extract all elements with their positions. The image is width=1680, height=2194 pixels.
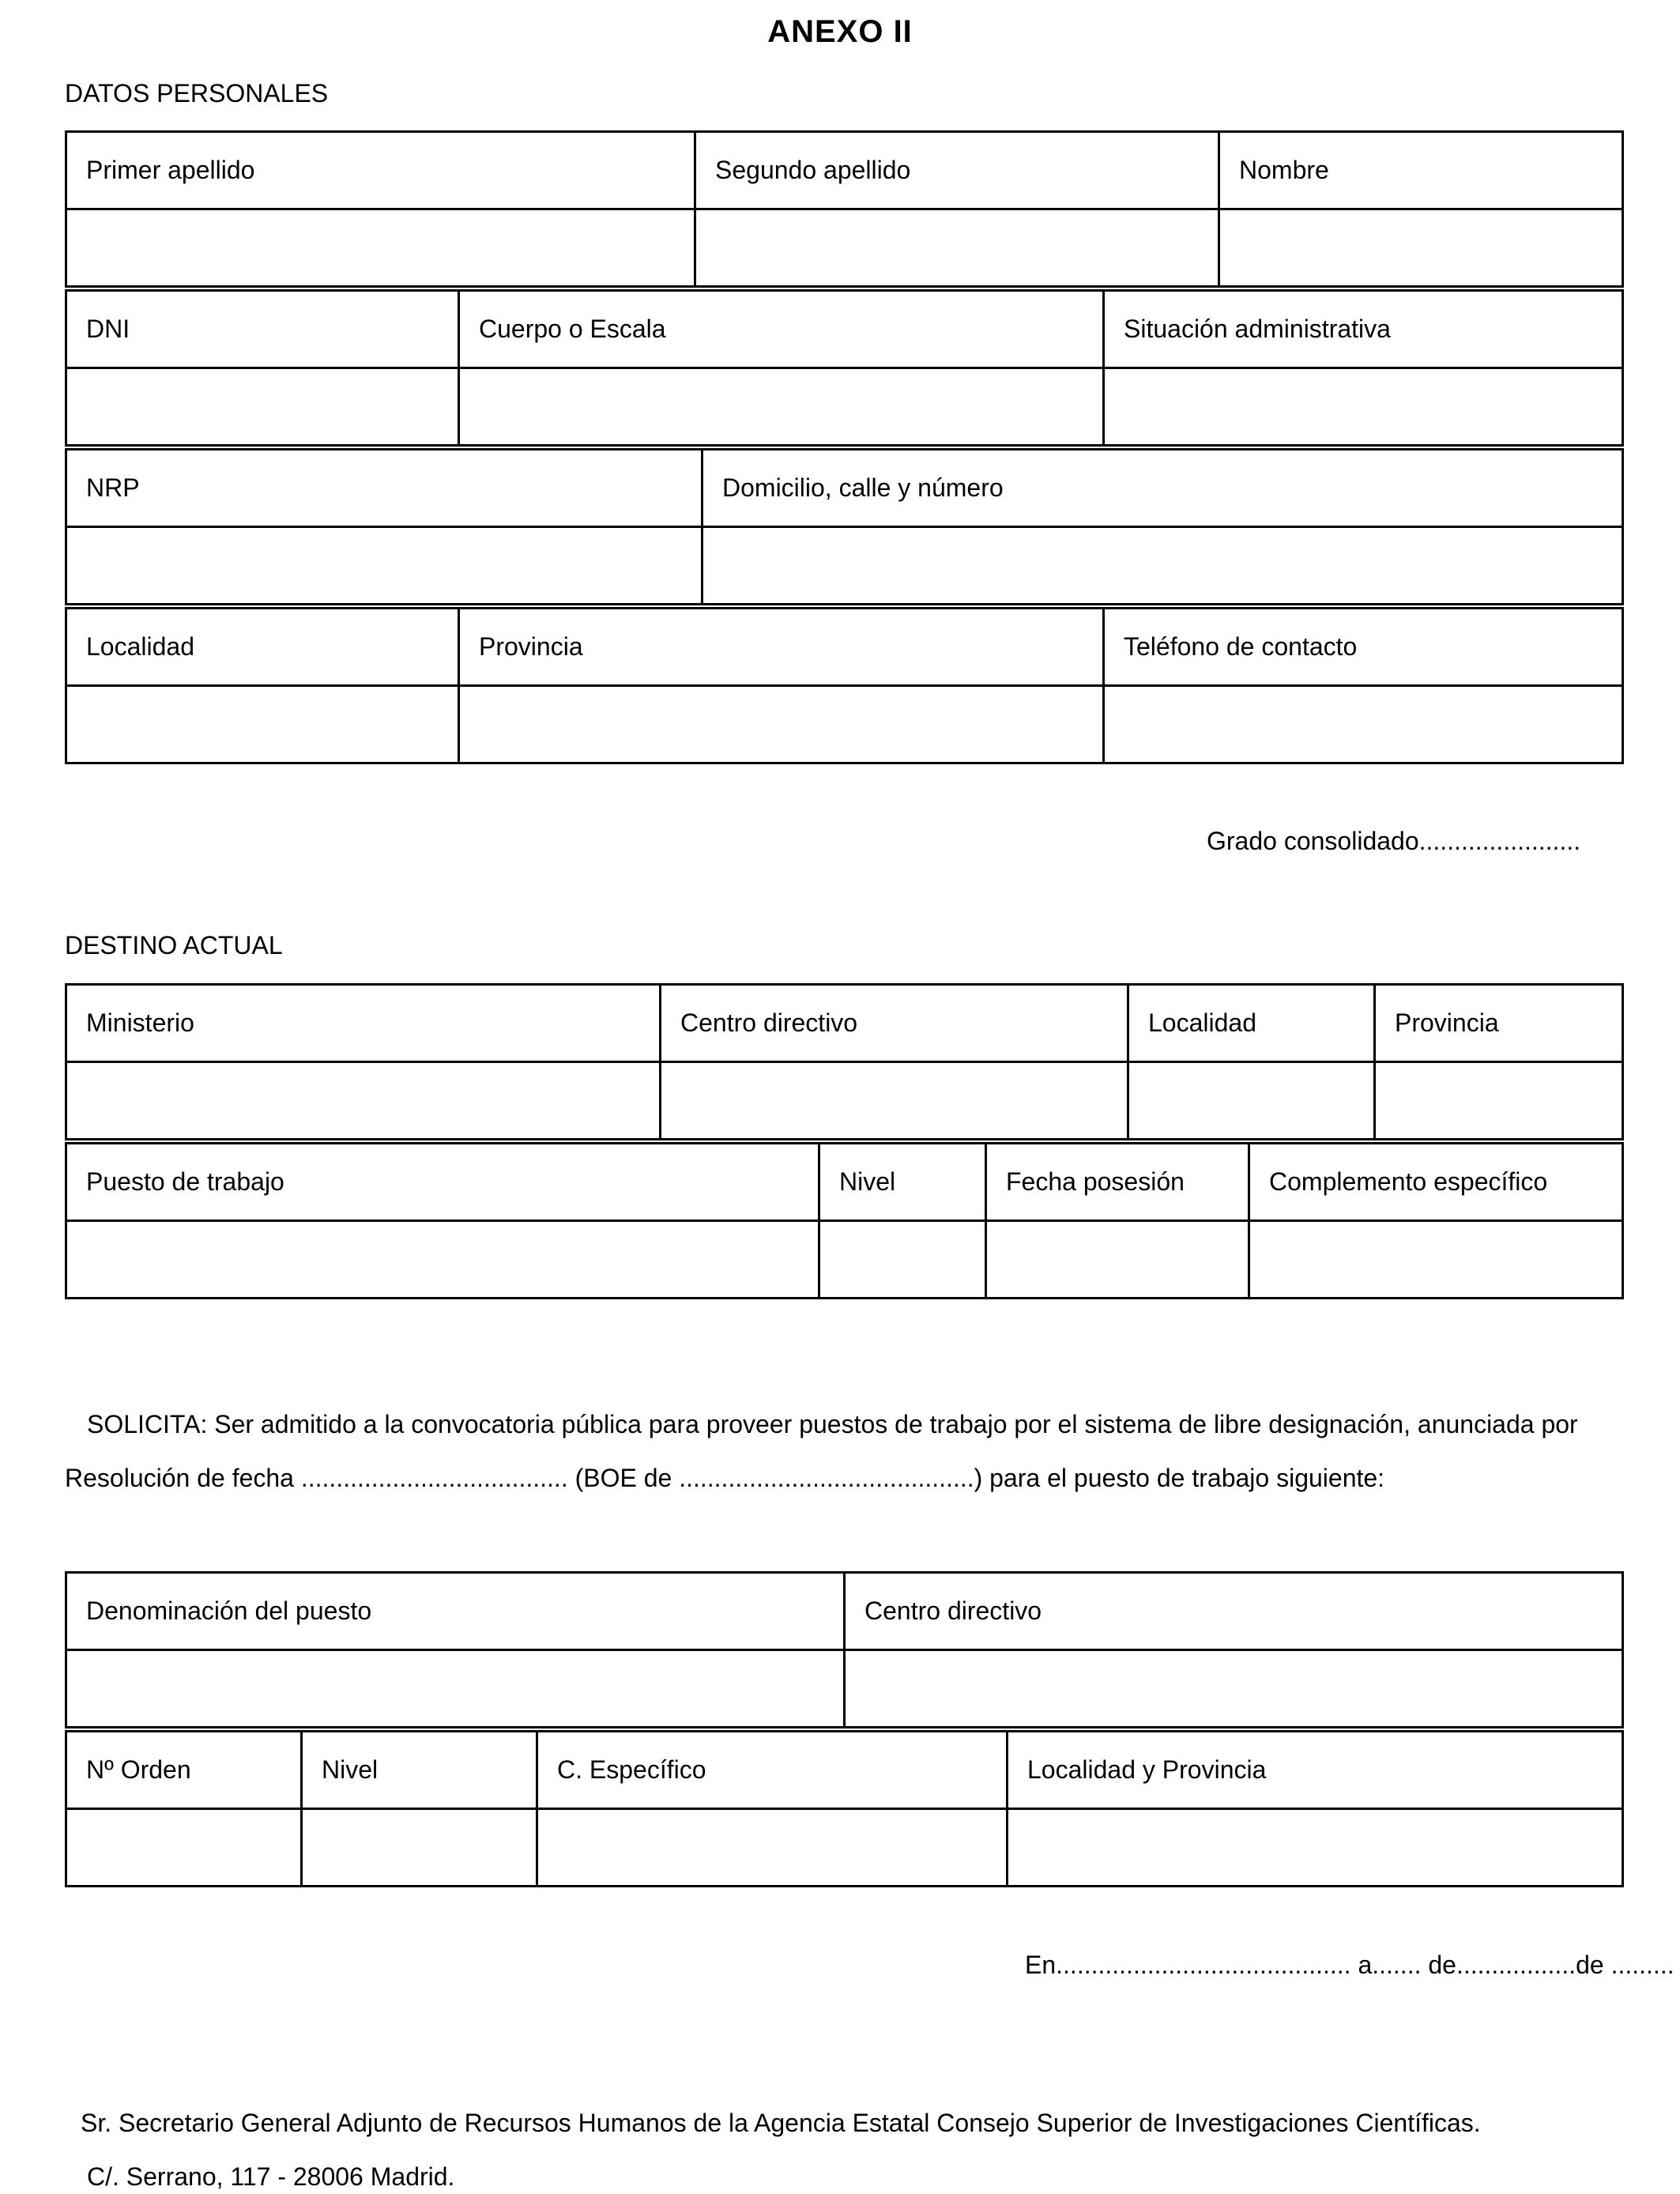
nombre-label: Nombre	[1219, 132, 1623, 209]
situacion-administrativa-label: Situación administrativa	[1104, 291, 1623, 368]
destino-localidad-input[interactable]	[1129, 1063, 1373, 1138]
nrp-cell	[66, 527, 703, 605]
puesto-trabajo-input[interactable]	[67, 1222, 818, 1297]
dni-cell	[66, 368, 459, 446]
solicitado-nivel-label: Nivel	[302, 1732, 537, 1809]
ministerio-label: Ministerio	[66, 985, 661, 1062]
puesto-trabajo-label: Puesto de trabajo	[66, 1144, 819, 1221]
fecha-posesion-label: Fecha posesión	[986, 1144, 1249, 1221]
primer-apellido-input[interactable]	[67, 210, 694, 285]
situacion-administrativa-input[interactable]	[1105, 369, 1622, 444]
nivel-label: Nivel	[819, 1144, 986, 1221]
solicitado-centro-directivo-cell	[845, 1650, 1623, 1728]
localidad-input[interactable]	[67, 687, 458, 762]
provincia-cell	[459, 686, 1104, 763]
telefono-label: Teléfono de contacto	[1104, 609, 1623, 686]
primer-apellido-label: Primer apellido	[66, 132, 695, 209]
personal-data-table-4	[65, 607, 1624, 764]
c-especifico-label: C. Específico	[537, 1732, 1008, 1809]
localidad-provincia-input[interactable]	[1008, 1810, 1622, 1885]
destinatario-line-2: C/. Serrano, 117 - 28006 Madrid.	[87, 2162, 455, 2191]
personal-data-table-2	[65, 289, 1624, 447]
telefono-input[interactable]	[1105, 687, 1622, 762]
document-title: ANEXO II	[767, 14, 913, 49]
personal-data-table	[65, 130, 1624, 288]
solicitado-centro-directivo-label: Centro directivo	[845, 1573, 1623, 1650]
domicilio-input[interactable]	[703, 528, 1622, 603]
domicilio-label: Domicilio, calle y número	[703, 450, 1623, 527]
nombre-input[interactable]	[1220, 210, 1622, 285]
denominacion-puesto-label: Denominación del puesto	[66, 1573, 845, 1650]
requested-post-table	[65, 1571, 1624, 1728]
destino-localidad-cell	[1128, 1062, 1375, 1140]
destino-localidad-label: Localidad	[1128, 985, 1375, 1062]
solicita-line-1: SOLICITA: Ser admitido a la convocatoria pública para proveer puestos de trabajo por el sistema de libre designación, anunciada por	[87, 1410, 1578, 1438]
situacion-administrativa-cell	[1104, 368, 1623, 446]
destino-provincia-cell	[1375, 1062, 1623, 1140]
destinatario-line-1: Sr. Secretario General Adjunto de Recursos Humanos de la Agencia Estatal Consejo Superior de Investigaciones Científicas.	[81, 2109, 1481, 2137]
segundo-apellido-label: Segundo apellido	[695, 132, 1219, 209]
nrp-label: NRP	[66, 450, 703, 527]
solicitado-nivel-input[interactable]	[303, 1810, 536, 1885]
centro-directivo-input[interactable]	[661, 1063, 1127, 1138]
section-heading-destino-actual: DESTINO ACTUAL	[65, 931, 283, 959]
localidad-label: Localidad	[66, 609, 459, 686]
fecha-lugar-line: En.......................................... a....... de.................de .........	[1025, 1951, 1674, 1979]
c-especifico-input[interactable]	[538, 1810, 1006, 1885]
nrp-input[interactable]	[67, 528, 701, 603]
segundo-apellido-input[interactable]	[696, 210, 1218, 285]
fecha-posesion-input[interactable]	[987, 1222, 1248, 1297]
c-especifico-cell	[537, 1809, 1008, 1887]
current-post-table	[65, 983, 1624, 1140]
complemento-especifico-label: Complemento específico	[1249, 1144, 1623, 1221]
puesto-trabajo-cell	[66, 1221, 819, 1299]
ministerio-cell	[66, 1062, 661, 1140]
personal-data-table-3	[65, 448, 1624, 605]
localidad-provincia-label: Localidad y Provincia	[1008, 1732, 1623, 1809]
cuerpo-escala-cell	[459, 368, 1104, 446]
orden-input[interactable]	[67, 1810, 300, 1885]
grado-consolidado: Grado consolidado.......................	[1207, 827, 1581, 855]
nivel-input[interactable]	[820, 1222, 985, 1297]
destino-provincia-label: Provincia	[1375, 985, 1623, 1062]
telefono-cell	[1104, 686, 1623, 763]
nivel-cell	[819, 1221, 986, 1299]
provincia-label: Provincia	[459, 609, 1104, 686]
domicilio-cell	[703, 527, 1623, 605]
requested-post-table-2	[65, 1730, 1624, 1887]
cuerpo-escala-input[interactable]	[460, 369, 1102, 444]
primer-apellido-cell	[66, 209, 695, 287]
centro-directivo-label: Centro directivo	[661, 985, 1128, 1062]
complemento-especifico-cell	[1249, 1221, 1623, 1299]
destino-provincia-input[interactable]	[1376, 1063, 1622, 1138]
solicitado-nivel-cell	[302, 1809, 537, 1887]
centro-directivo-cell	[661, 1062, 1128, 1140]
fecha-posesion-cell	[986, 1221, 1249, 1299]
denominacion-puesto-cell	[66, 1650, 845, 1728]
ministerio-input[interactable]	[67, 1063, 659, 1138]
nombre-cell	[1219, 209, 1623, 287]
localidad-cell	[66, 686, 459, 763]
orden-label: Nº Orden	[66, 1732, 302, 1809]
orden-cell	[66, 1809, 302, 1887]
solicita-line-2: Resolución de fecha ...................................... (BOE de ..........................................) para el puesto de trabajo siguiente:	[65, 1464, 1385, 1492]
denominacion-puesto-input[interactable]	[67, 1651, 843, 1726]
dni-label: DNI	[66, 291, 459, 368]
dni-input[interactable]	[67, 369, 458, 444]
current-post-table-2	[65, 1142, 1624, 1299]
complemento-especifico-input[interactable]	[1250, 1222, 1622, 1297]
localidad-provincia-cell	[1008, 1809, 1623, 1887]
provincia-input[interactable]	[460, 687, 1102, 762]
section-heading-datos-personales: DATOS PERSONALES	[65, 79, 329, 107]
cuerpo-escala-label: Cuerpo o Escala	[459, 291, 1104, 368]
segundo-apellido-cell	[695, 209, 1219, 287]
solicitado-centro-directivo-input[interactable]	[846, 1651, 1622, 1726]
